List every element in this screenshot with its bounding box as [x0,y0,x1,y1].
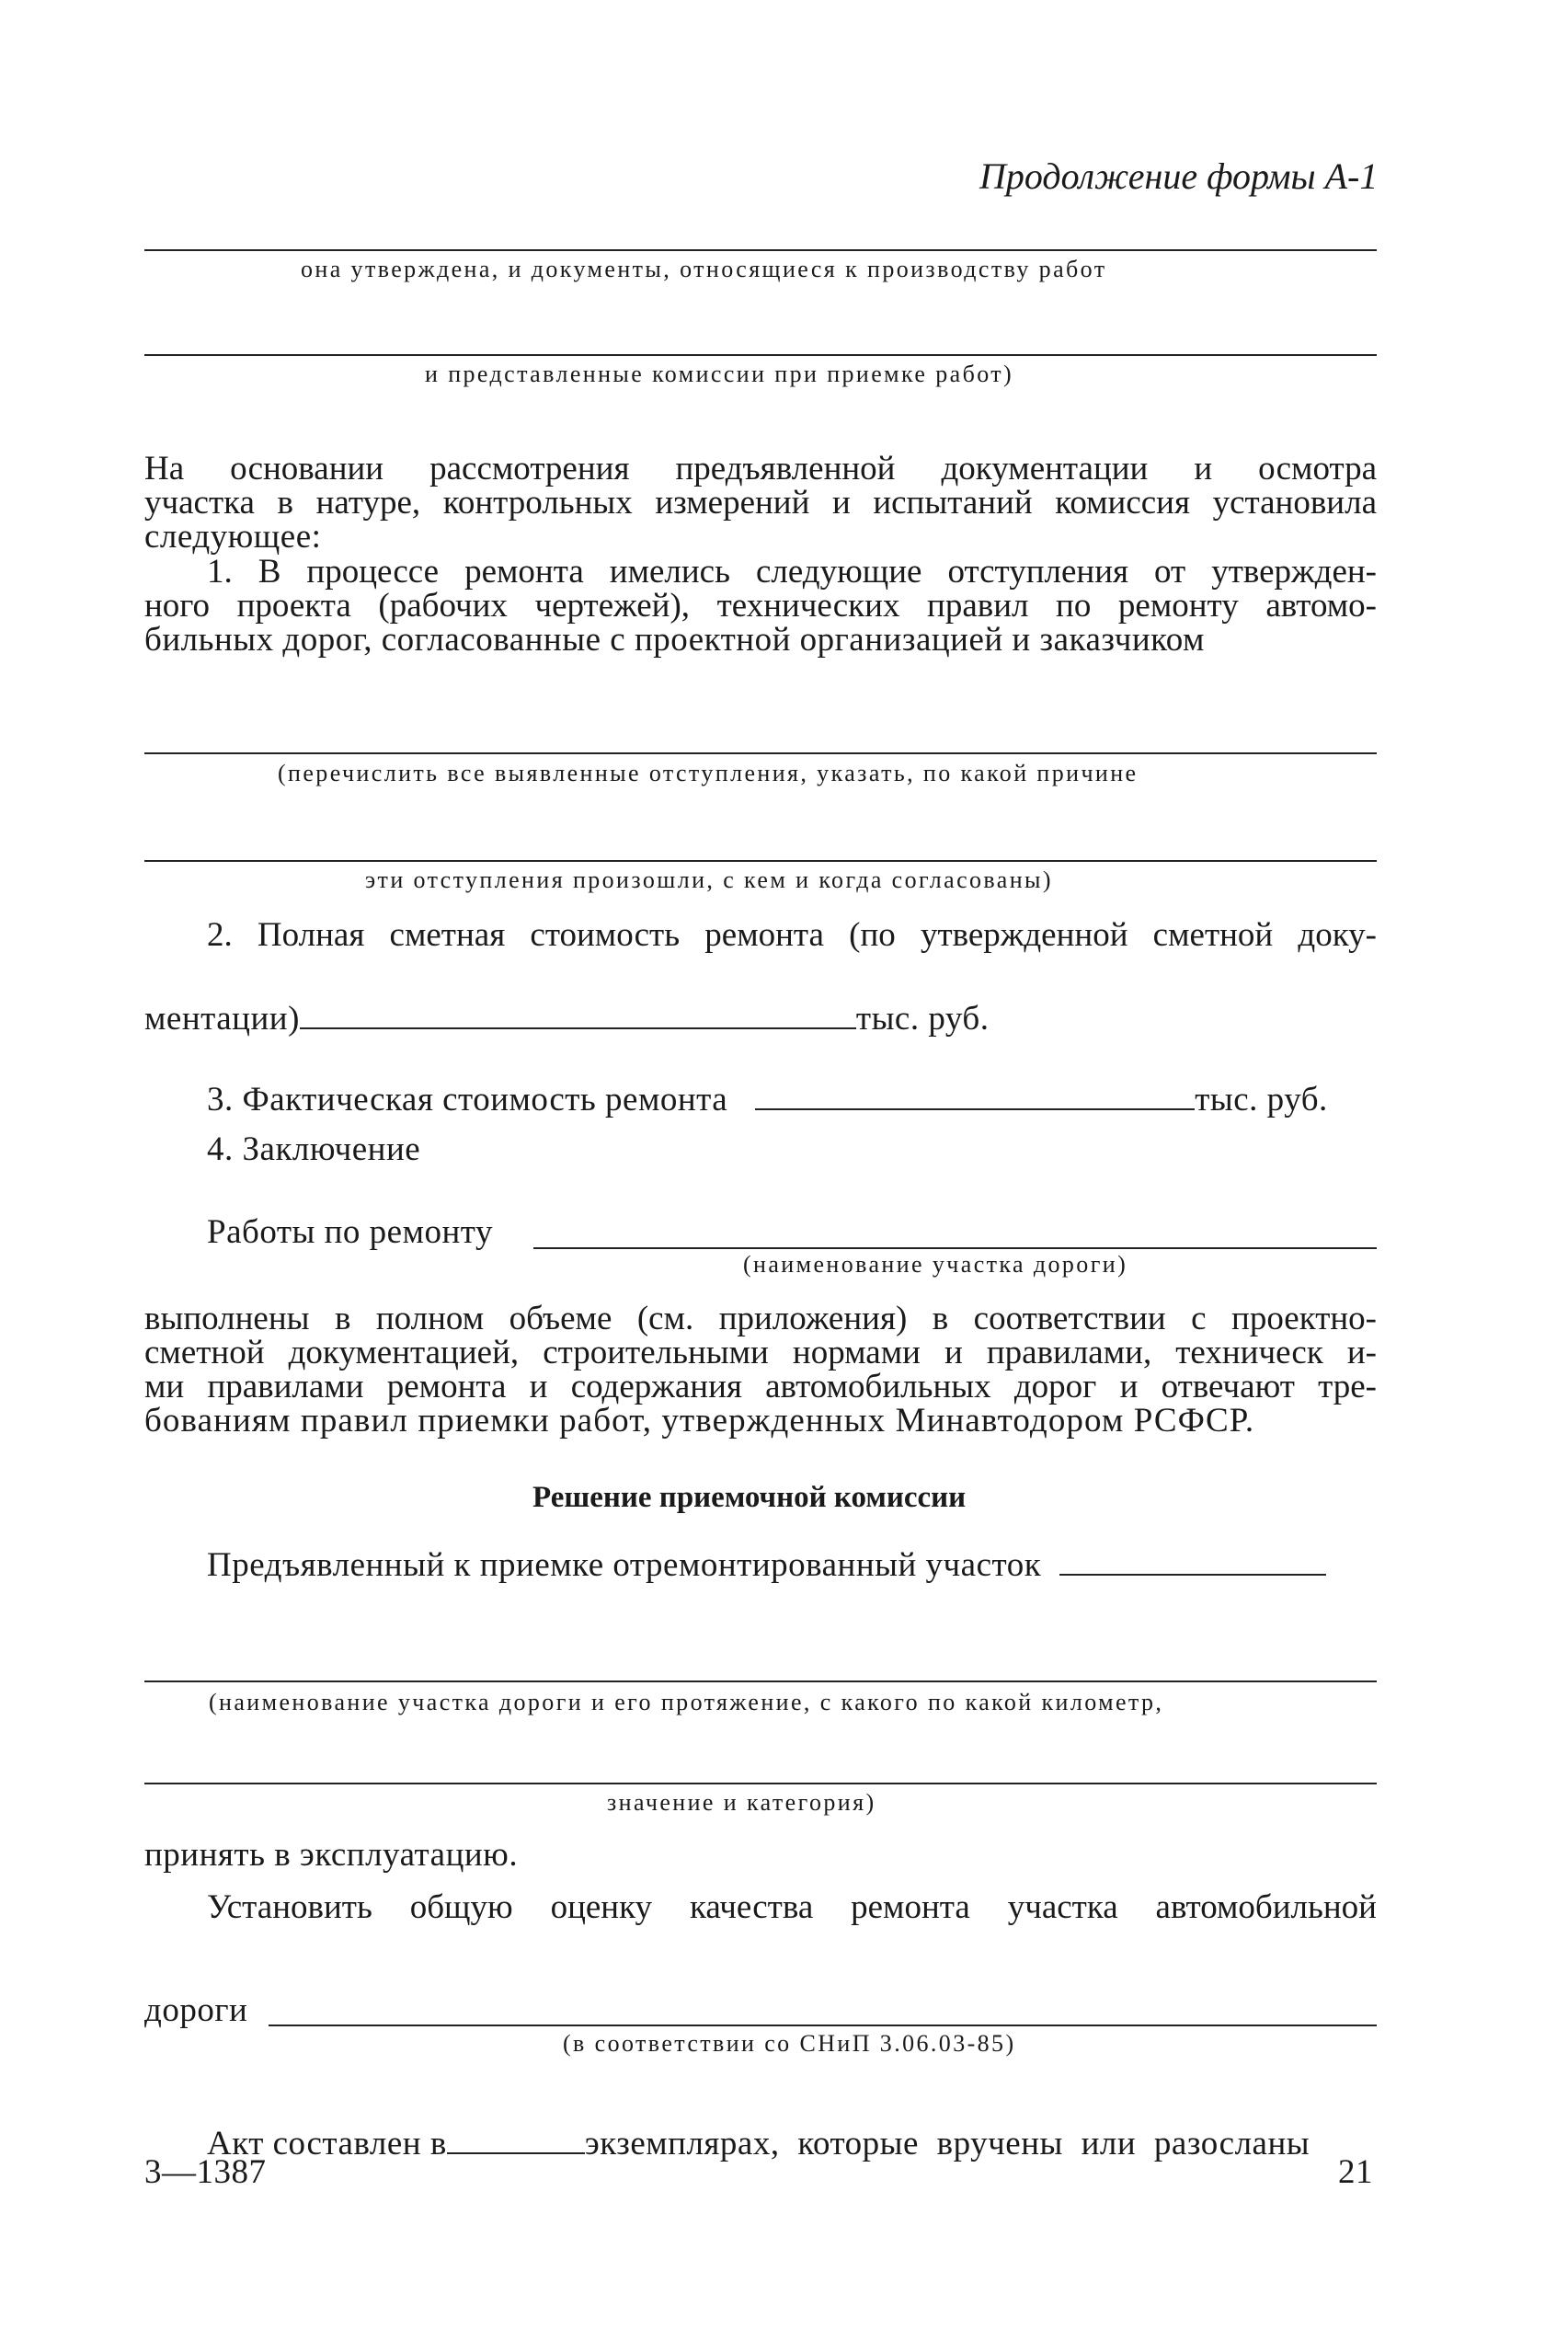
act-label-2: экземплярах, которые вручены или разосланы [584,2125,1310,2162]
caption-category: значение и категория) [607,1789,876,1816]
decision-heading: Решение приемочной комиссии [532,1481,967,1514]
item3-unit: тыс. руб. [1195,1081,1328,1118]
actual-cost-field[interactable] [755,1081,1195,1110]
estimate-cost-field[interactable] [300,1000,856,1029]
rating-line: Установить общую оценку качества ремонта участка автомобильной [207,1888,1377,1926]
para2-line4: бованиям правил приемки работ, утвержденных Минавтодором РСФСР. [144,1402,1255,1440]
presented-label: Предъявленный к приемке отремонтированный участок [207,1546,1042,1584]
act-label-1: Акт составлен в [207,2125,447,2162]
road-section-field[interactable] [533,1247,1377,1249]
page-number: 21 [1338,2153,1373,2191]
act-line [207,2124,1310,2163]
fill-line-1 [144,249,1377,251]
caption-agreed: эти отступления произошли, с кем и когда согласованы) [365,866,1053,893]
caption-presented: и представленные комиссии при приемке работ) [425,361,1014,387]
item2-line2 [144,999,989,1038]
item1-line2: ного проекта (рабочих чертежей), технических правил по ремонту автомо- [144,587,1377,625]
item3-label: 3. Фактическая стоимость ремонта [207,1081,728,1118]
road-label: дороги [144,1991,248,2029]
rating-field[interactable] [269,2025,1377,2026]
caption-section-length: (наименование участка дороги и его протяжение, с какого по какой километр, [209,1689,1164,1715]
para1-line3: следующее: [144,518,322,556]
caption-documents: она утверждена, и документы, относящиеся к производству работ [301,256,1107,282]
item2-line1: 2. Полная сметная стоимость ремонта (по утвержденной сметной доку- [207,916,1377,954]
fill-line-3 [144,752,1377,754]
fill-line-4 [144,860,1377,862]
fill-line-2 [144,354,1377,356]
works-label: Работы по ремонту [207,1213,493,1251]
para2-line3: ми правилами ремонта и содержания автомобильных дорог и отвечают тре- [144,1368,1377,1405]
presented-section-field[interactable] [1059,1546,1326,1576]
para2-line1: выполнены в полном объеме (см. приложения) в соответствии с проектно- [144,1300,1377,1337]
item2-label: ментации) [144,1000,300,1038]
item3-line [207,1080,1328,1119]
caption-deviations: (перечислить все выявленные отступления, указать, по какой причине [278,760,1139,786]
item2-unit: тыс. руб. [855,1000,990,1038]
page-header: Продолжение формы А-1 [979,155,1379,197]
para1-line1: На основании рассмотрения предъявленной документации и осмотра [144,450,1377,488]
item4-line: 4. Заключение [207,1130,421,1168]
copies-field[interactable] [447,2125,585,2154]
caption-snip: (в соответствии со СНиП 3.06.03-85) [563,2030,1016,2057]
presented-line [207,1545,1326,1585]
fill-line-5 [144,1680,1377,1682]
footer-code: 3—1387 [144,2153,267,2191]
caption-road-section: (наименование участка дороги) [743,1251,1128,1278]
fill-line-6 [144,1783,1377,1784]
para2-line2: сметной документацией, строительными нормами и правилами, техническ и- [144,1334,1377,1371]
para1-line2: участка в натуре, контрольных измерений и испытаний комиссия установила [144,484,1377,522]
item1-line3: бильных дорог, согласованные с проектной организацией и заказчиком [144,621,1205,659]
item1-line1: 1. В процессе ремонта имелись следующие отступления от утвержден- [207,553,1377,591]
accept-line: принять в эксплуатацию. [144,1836,519,1874]
